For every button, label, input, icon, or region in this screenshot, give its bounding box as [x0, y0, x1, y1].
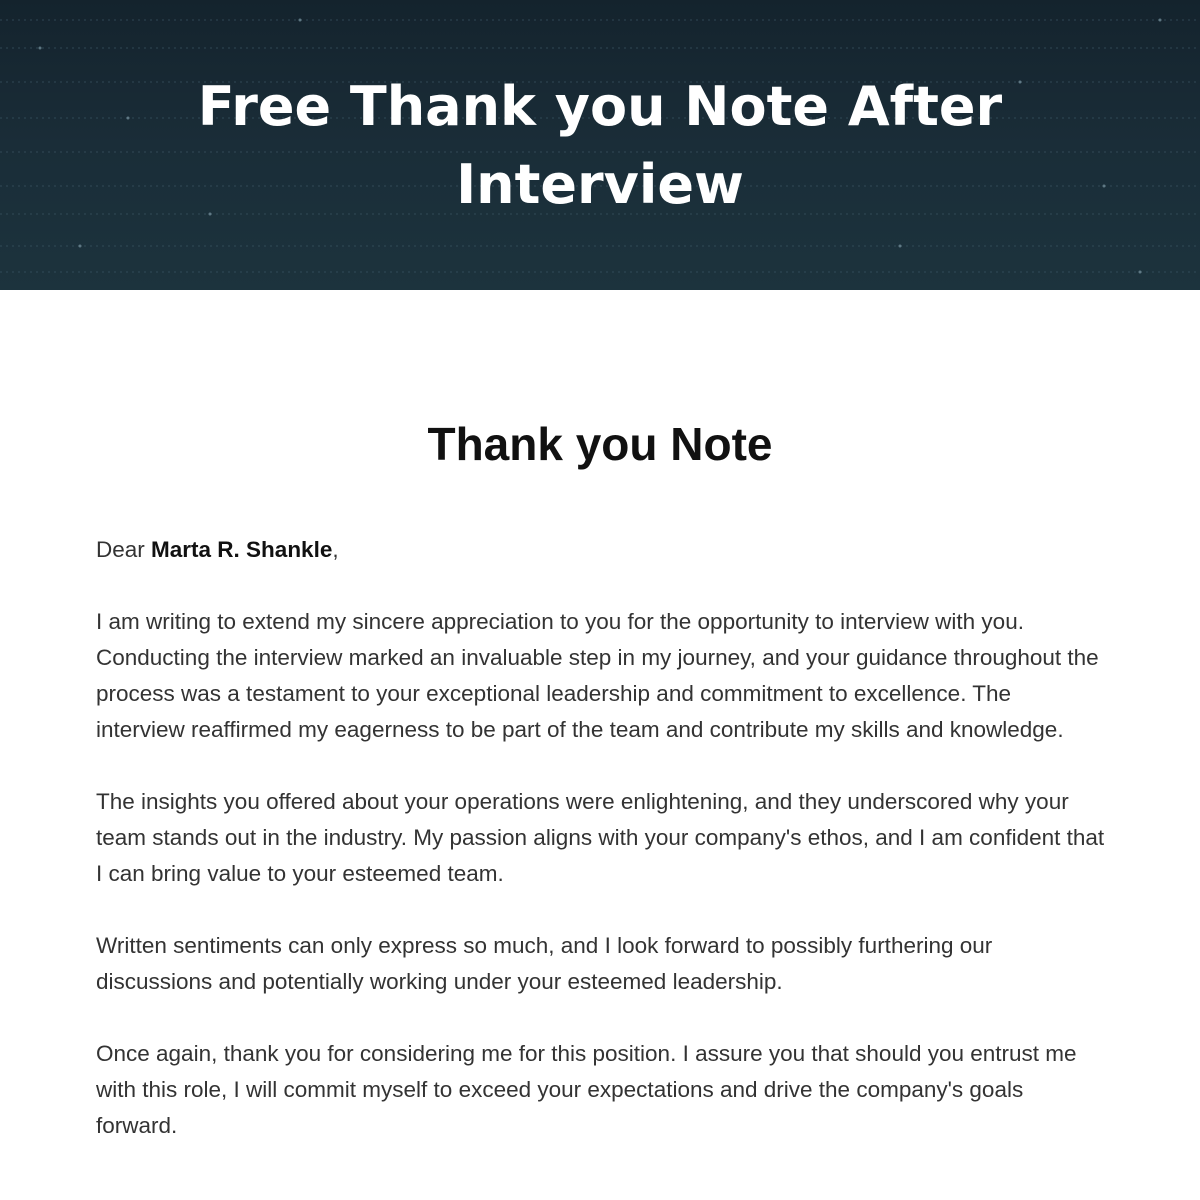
document-title: Thank you Note: [427, 418, 773, 470]
letter-paragraph: Once again, thank you for considering me for this position. I assure you that should you entrust me with this role, I will commit myself to exceed your expectations and drive the company's goals forward.: [96, 1041, 1077, 1138]
letter-body: [96, 532, 1106, 1180]
letter-paragraph: The insights you offered about your operations were enlightening, and they underscored why your team stands out in the industry. My passion aligns with your company's ethos, and I am confident that I can bring value to your esteemed team.: [96, 789, 1105, 886]
banner-title: Free Thank you Note After Interview: [197, 75, 1003, 216]
recipient-name: Marta R. Shankle: [151, 537, 333, 562]
header-banner: [0, 0, 1200, 290]
letter-paragraph: I am writing to extend my sincere appreciation to you for the opportunity to interview with you. Conducting the interview marked an invaluable step in my journey, and your guidance throughout the process was a testament to your exceptional leadership and commitment to excellence. The interview reaffirmed my eagerness to be part of the team and contribute my skills and knowledge.: [96, 609, 1099, 742]
salutation-suffix: ,: [332, 537, 339, 562]
salutation: [96, 532, 1106, 568]
letter-paragraph: Written sentiments can only express so much, and I look forward to possibly furthering our discussions and potentially working under your esteemed leadership.: [96, 933, 993, 994]
salutation-prefix: Dear: [96, 537, 152, 562]
